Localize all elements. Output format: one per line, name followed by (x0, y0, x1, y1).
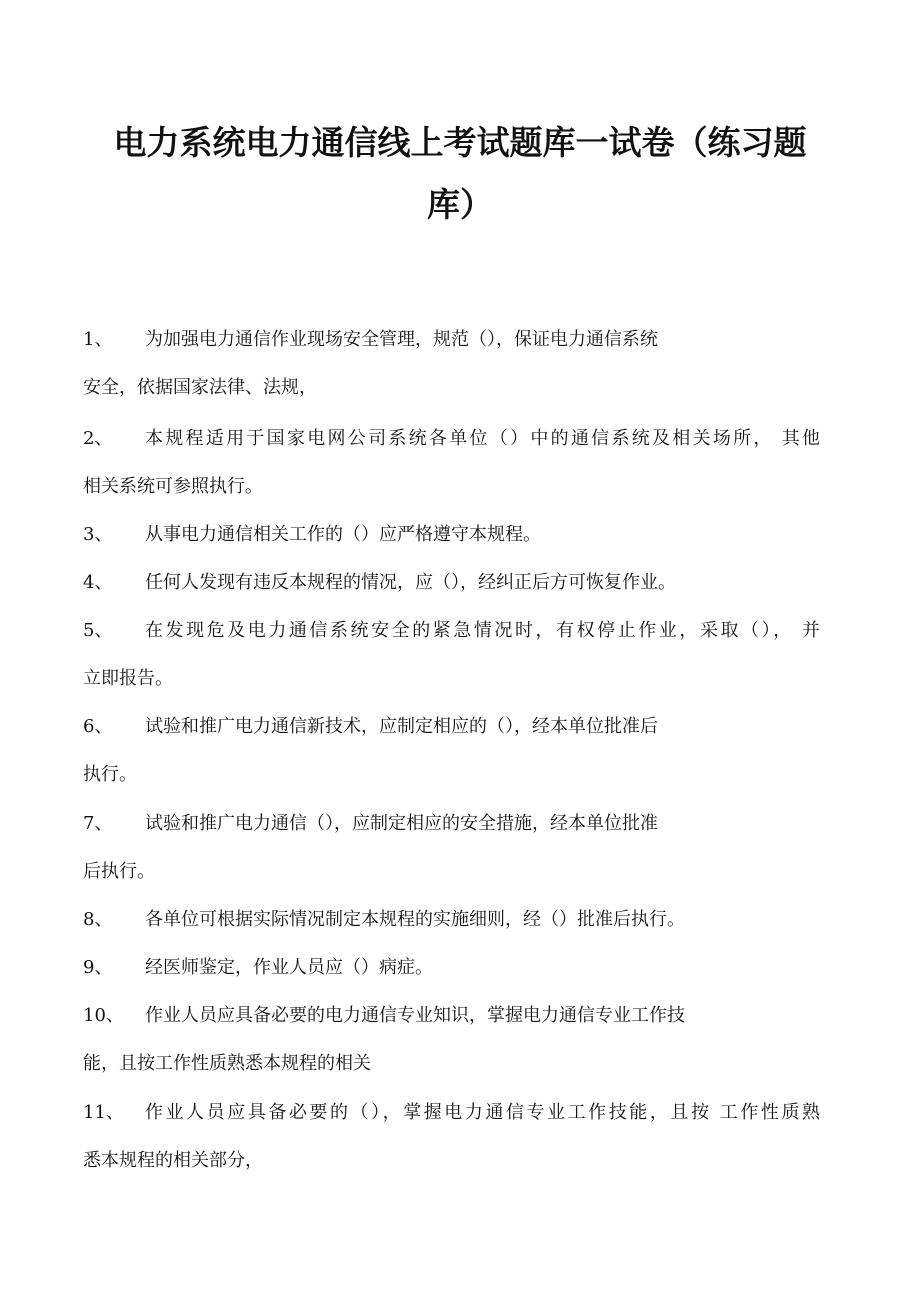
question-number: 4、 (83, 572, 113, 593)
question-number: 2、 (83, 428, 113, 449)
question-text-continued: 安全，依据国家法律、法规， (83, 377, 317, 398)
question-8 (83, 909, 820, 931)
document-title (100, 112, 820, 236)
question-6 (83, 716, 820, 785)
question-text-continued: 立即报告。 (83, 668, 173, 689)
question-text-continued: 悉本规程的相关部分， (83, 1150, 263, 1171)
question-1 (83, 329, 820, 398)
question-number: 10、 (83, 1005, 124, 1026)
question-text-continued: 相关系统可参照执行。 (83, 476, 263, 497)
question-text: 在发现危及电力通信系统安全的紧急情况时，有权停止作业，采取（）， 并 (145, 620, 820, 641)
question-5 (83, 620, 820, 689)
question-text: 为加强电力通信作业现场安全管理，规范（），保证电力通信系统 (145, 329, 658, 350)
question-text: 从事电力通信相关工作的（）应严格遵守本规程。 (145, 524, 541, 545)
question-2 (83, 428, 820, 497)
question-text-continued: 能，且按工作性质熟悉本规程的相关 (83, 1053, 371, 1074)
question-7 (83, 813, 820, 882)
question-text: 作业人员应具备必要的（），掌握电力通信专业工作技能，且按 工作性质熟 (145, 1102, 820, 1123)
question-number: 7、 (83, 813, 113, 834)
question-9 (83, 957, 820, 979)
question-text: 试验和推广电力通信新技术，应制定相应的（），经本单位批准后 (145, 716, 658, 737)
question-text: 各单位可根据实际情况制定本规程的实施细则，经（）批准后执行。 (145, 909, 685, 930)
question-number: 3、 (83, 524, 113, 545)
question-10 (83, 1005, 820, 1074)
title-line-2: 库） (427, 185, 493, 224)
question-number: 1、 (83, 329, 113, 350)
question-4 (83, 572, 820, 594)
question-text: 本规程适用于国家电网公司系统各单位（）中的通信系统及相关场所， 其他 (145, 428, 820, 449)
question-text-continued: 执行。 (83, 764, 137, 785)
question-number: 5、 (83, 620, 113, 641)
question-number: 11、 (83, 1102, 124, 1123)
question-text: 试验和推广电力通信（），应制定相应的安全措施，经本单位批准 (145, 813, 658, 834)
question-number: 8、 (83, 909, 113, 930)
question-number: 9、 (83, 957, 113, 978)
question-text: 任何人发现有违反本规程的情况，应（），经纠正后方可恢复作业。 (145, 572, 676, 593)
question-text: 作业人员应具备必要的电力通信专业知识，掌握电力通信专业工作技 (145, 1005, 685, 1026)
question-number: 6、 (83, 716, 113, 737)
question-text: 经医师鉴定，作业人员应（）病症。 (145, 957, 433, 978)
title-line-1: 电力系统电力通信线上考试题库一试卷（练习题 (113, 123, 807, 162)
question-11 (83, 1102, 820, 1171)
question-text-continued: 后执行。 (83, 861, 155, 882)
question-3 (83, 524, 820, 546)
